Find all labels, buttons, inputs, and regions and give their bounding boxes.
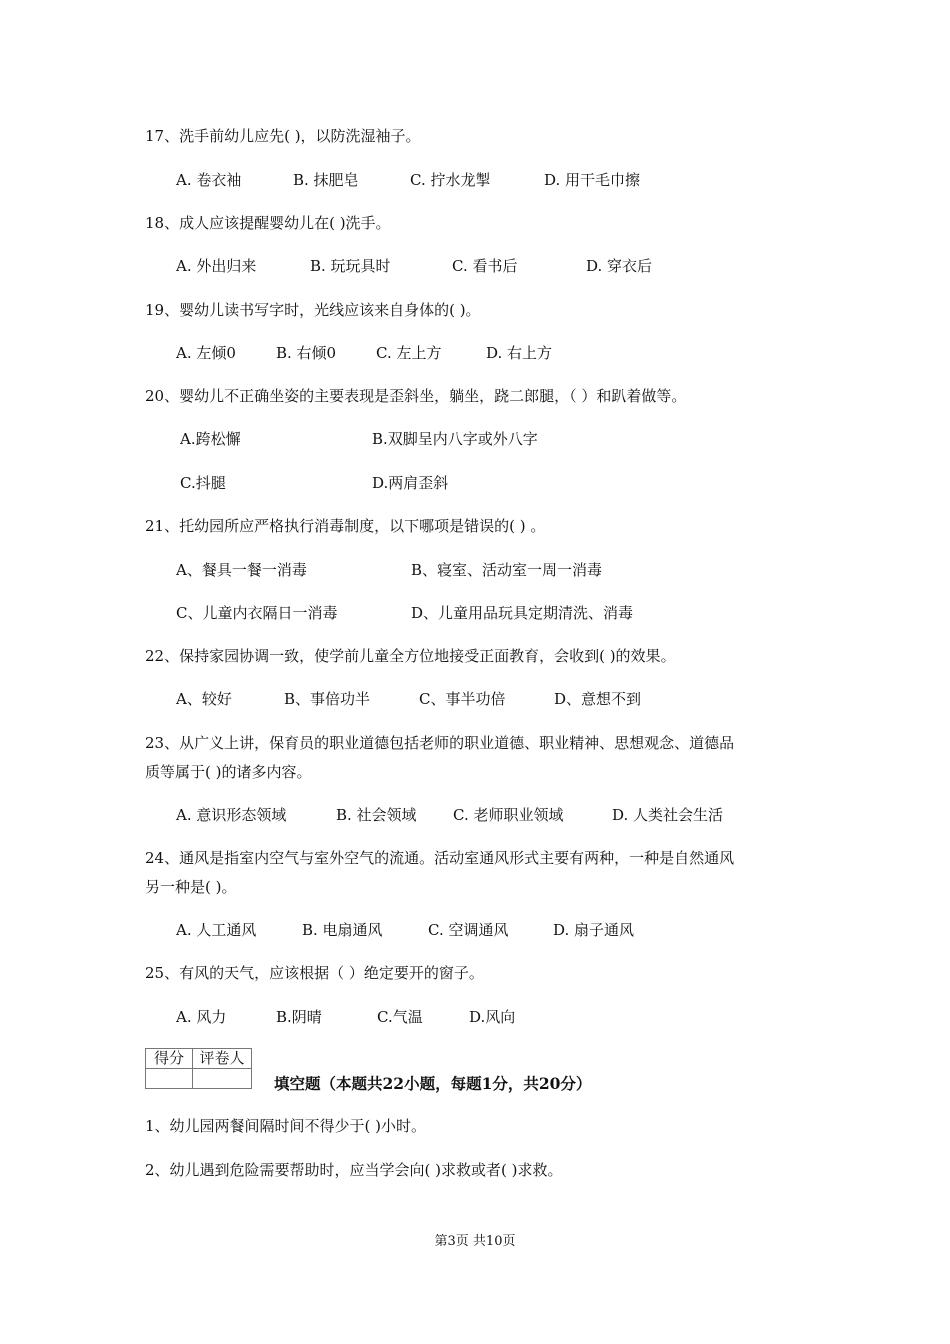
question-17: 17、洗手前幼儿应先( )，以防洗湿袖子。 xyxy=(145,127,421,145)
option-c: C. 空调通风 xyxy=(428,921,509,939)
option-a: A. 人工通风 xyxy=(176,921,257,939)
option-c: C. 左上方 xyxy=(376,344,442,362)
option-d: D. 扇子通风 xyxy=(553,921,635,939)
option-a: A. 左倾0 xyxy=(176,344,236,362)
option-c: C.气温 xyxy=(377,1008,423,1026)
option-d: D.风向 xyxy=(469,1008,516,1026)
question-19: 19、婴幼儿读书写字时，光线应该来自身体的( )。 xyxy=(145,301,481,319)
grader-label: 评卷人 xyxy=(193,1049,252,1069)
option-b: B.双脚呈内八字或外八字 xyxy=(372,430,538,448)
option-a: A、餐具一餐一消毒 xyxy=(176,561,307,579)
option-d: D. 用干毛巾擦 xyxy=(544,171,641,189)
question-23-continued: 质等属于( )的诸多内容。 xyxy=(145,763,312,781)
question-21: 21、托幼园所应严格执行消毒制度，以下哪项是错误的( ) 。 xyxy=(145,517,546,535)
option-b: B. 玩玩具时 xyxy=(310,257,391,275)
option-b: B、事倍功半 xyxy=(284,690,371,708)
question-25: 25、有风的天气，应该根据（ ）绝定要开的窗子。 xyxy=(145,964,484,982)
option-a: A. 卷衣袖 xyxy=(176,171,242,189)
grader-cell[interactable] xyxy=(193,1069,252,1089)
question-24-continued: 另一种是( )。 xyxy=(145,878,237,896)
option-b: B. 抹肥皂 xyxy=(293,171,359,189)
option-c: C. 老师职业领域 xyxy=(453,806,564,824)
option-d: D.两肩歪斜 xyxy=(372,474,449,492)
option-a: A. 意识形态领域 xyxy=(176,806,287,824)
page-footer: 第3页 共10页 xyxy=(434,1234,516,1249)
option-c: C. 拧水龙掣 xyxy=(410,171,491,189)
option-d: D、意想不到 xyxy=(554,690,642,708)
option-d: D. 穿衣后 xyxy=(586,257,653,275)
score-cell[interactable] xyxy=(146,1069,193,1089)
question-18: 18、成人应该提醒婴幼儿在( )洗手。 xyxy=(145,214,391,232)
option-b: B. 右倾0 xyxy=(276,344,337,362)
question-23: 23、从广义上讲，保育员的职业道德包括老师的职业道德、职业精神、思想观念、道德品 xyxy=(145,734,735,752)
option-a: A.跨松懈 xyxy=(180,430,241,448)
score-label: 得分 xyxy=(146,1049,193,1069)
option-b: B.阴晴 xyxy=(276,1008,322,1026)
option-b: B. 社会领域 xyxy=(336,806,417,824)
option-c: C、儿童内衣隔日一消毒 xyxy=(176,604,338,622)
option-c: C. 看书后 xyxy=(452,257,518,275)
option-a: A. 外出归来 xyxy=(176,257,257,275)
option-c: C.抖腿 xyxy=(180,474,226,492)
option-a: A、较好 xyxy=(176,690,232,708)
fill-question-1: 1、幼儿园两餐间隔时间不得少于( )小时。 xyxy=(145,1117,427,1135)
option-b: B. 电扇通风 xyxy=(302,921,383,939)
question-22: 22、保持家园协调一致，使学前儿童全方位地接受正面教育，会收到( )的效果。 xyxy=(145,647,676,665)
score-box xyxy=(145,1048,252,1089)
section-title: 填空题（本题共22小题，每题1分，共20分） xyxy=(274,1074,592,1093)
fill-question-2: 2、幼儿遇到危险需要帮助时，应当学会向( )求救或者( )求救。 xyxy=(145,1161,563,1179)
option-d: D. 人类社会生活 xyxy=(612,806,724,824)
question-20: 20、婴幼儿不正确坐姿的主要表现是歪斜坐，躺坐，跷二郎腿，（ ）和趴着做等。 xyxy=(145,387,687,405)
option-d: D、儿童用品玩具定期清洗、消毒 xyxy=(411,604,634,622)
option-b: B、寝室、活动室一周一消毒 xyxy=(411,561,603,579)
option-a: A. 风力 xyxy=(176,1008,227,1026)
option-c: C、事半功倍 xyxy=(419,690,506,708)
question-24: 24、通风是指室内空气与室外空气的流通。活动室通风形式主要有两种，一种是自然通风 xyxy=(145,849,735,867)
option-d: D. 右上方 xyxy=(486,344,553,362)
